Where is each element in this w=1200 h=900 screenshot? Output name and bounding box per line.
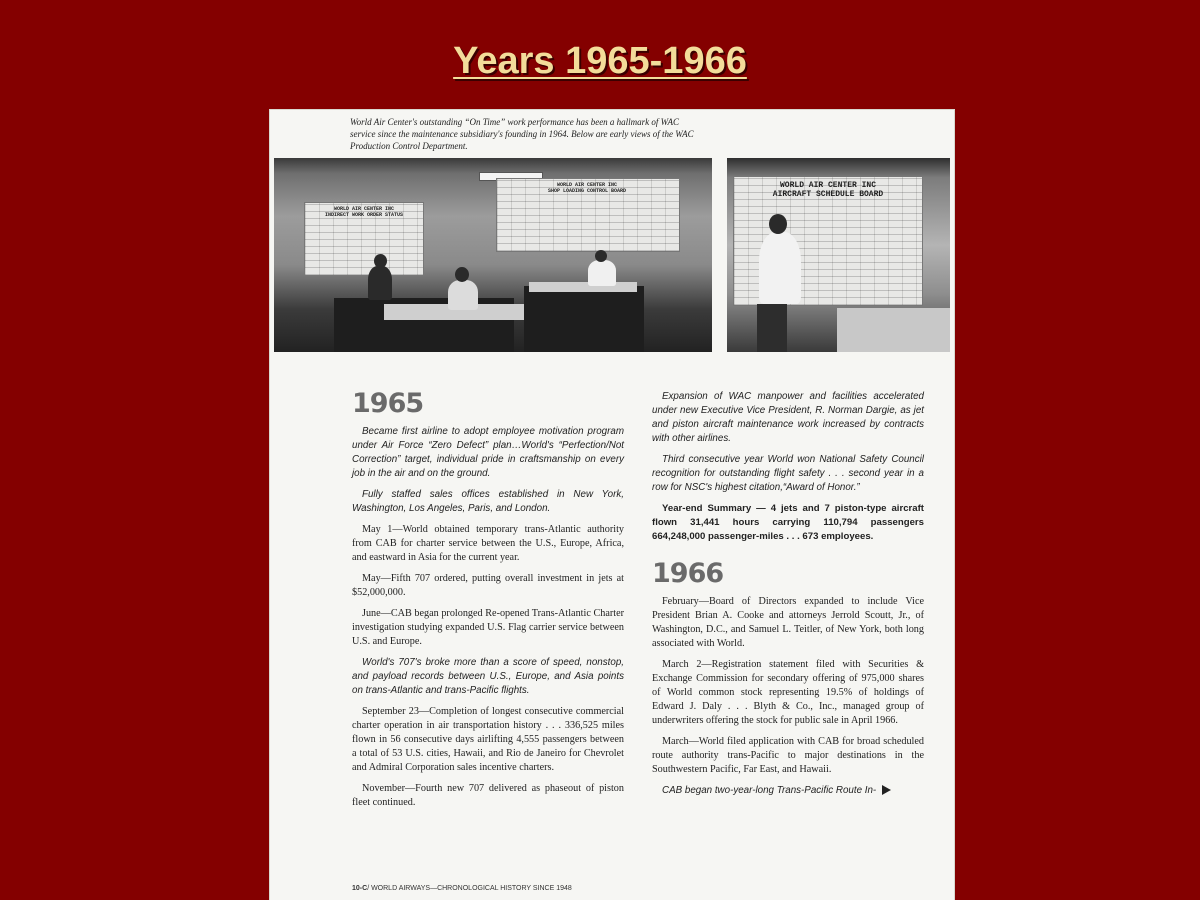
schedule-board-photo [727,158,950,352]
worker [368,266,392,300]
paragraph: World's 707's broke more than a score of speed, nonstop, and payload records between U.S., Europe, and Asia points on trans-Atlantic and trans-Pacific flights. [352,657,624,696]
page-footer [352,885,572,892]
page-number: 10-C [352,885,368,892]
paragraph: February—Board of Directors expanded to include Vice President Brian A. Cooke and attorneys Jerrold Scoutt, Jr., of Washington, D.C., and Samuel L. Teitler, of New York, both long associated with World. [652,596,924,649]
continue-arrow-icon [882,785,891,795]
left-column [352,388,624,817]
paragraph: September 23—Completion of longest consecutive commercial charter operation in air transportation history . . . 336,525 miles flown in 56 consecutive days airlifting 4,555 passengers between a total of 53 U.S. cities, Hawaii, and Rio de Janeiro for Chevrolet and Admiral Corporation sales incentive charters. [352,706,624,773]
shop-loading-board [496,178,680,252]
footer-text: / WORLD AIRWAYS—CHRONOLOGICAL HISTORY SINCE 1948 [367,885,572,892]
worker [588,260,616,286]
drafting-table [837,308,950,352]
year-heading-1966: 1966 [652,558,724,589]
paragraph: March 2—Registration statement filed with Securities & Exchange Commission for secondary offering of 975,000 shares of World common stock representing 19.5% of holdings of Edward J. Daly . . . Blyth & Co., Inc., managed group of underwriters offering the stock for public sale in April 1966. [652,659,924,726]
paragraph: June—CAB began prolonged Re-opened Trans-Atlantic Charter investigation studying expanded U.S. Flag carrier service between U.S. and Europe. [352,608,624,647]
document-page [270,110,954,900]
continued-paragraph [652,784,924,798]
paragraph: May 1—World obtained temporary trans-Atlantic authority from CAB for charter service between the U.S., Europe, Africa, and eastward in Asia for the current year. [352,524,624,563]
paragraph: Third consecutive year World won National Safety Council recognition for outstanding flight safety . . . second year in a row for NSC's highest citation,“Award of Honor.” [652,454,924,493]
year-end-summary: Year-end Summary — 4 jets and 7 piston-type aircraft flown 31,441 hours carrying 110,794 passengers 664,248,000 passenger-miles . . . 673 employees. [652,503,924,542]
shop-loading-board-label: WORLD AIR CENTER INC SHOP LOADING CONTROL BOARD [547,182,626,194]
slide-title: Years 1965-1966 [453,40,747,82]
office-photo [274,158,712,352]
work-order-board [304,202,424,276]
worker-head [455,267,469,282]
worker-legs [757,304,787,352]
schedule-board-label: WORLD AIR CENTER INC AIRCRAFT SCHEDULE BOARD [772,181,884,199]
photo-caption: World Air Center's outstanding “On Time” work performance has been a hallmark of WAC service since the maintenance subsidiary's founding in 1964. Below are early views of the WAC Production Control Department. [350,117,694,151]
desk-papers [529,282,637,292]
paragraph: Expansion of WAC manpower and facilities accelerated under new Executive Vice President, R. Norman Dargie, as jet and piston aircraft maintenance work increased by contracts with other airlines. [652,391,924,444]
worker-head [374,254,387,268]
continued-text: CAB began two-year-long Trans-Pacific Route In- [662,785,877,796]
year-heading-1965: 1965 [352,388,424,419]
paragraph: March—World filed application with CAB for broad scheduled route authority trans-Pacific to major destinations in the Southwestern Pacific, Far East, and Hawaii. [652,736,924,775]
worker [448,280,478,310]
right-column [652,390,924,805]
worker-head [769,214,787,234]
paragraph: Became first airline to adopt employee motivation program under Air Force “Zero Defect” plan…World's “Perfection/Not Correction” target, individual pride in craftsmanship on every job in the air and on the ground. [352,426,624,479]
work-order-board-label: WORLD AIR CENTER INC INDIRECT WORK ORDER STATUS [324,206,403,218]
paragraph: Fully staffed sales offices established in New York, Washington, Los Angeles, Paris, and London. [352,489,624,514]
worker-head [595,250,607,262]
worker [759,232,801,304]
desk [524,286,644,352]
paragraph: May—Fifth 707 ordered, putting overall investment in jets at $52,000,000. [352,573,624,598]
paragraph: November—Fourth new 707 delivered as phaseout of piston fleet continued. [352,783,624,808]
